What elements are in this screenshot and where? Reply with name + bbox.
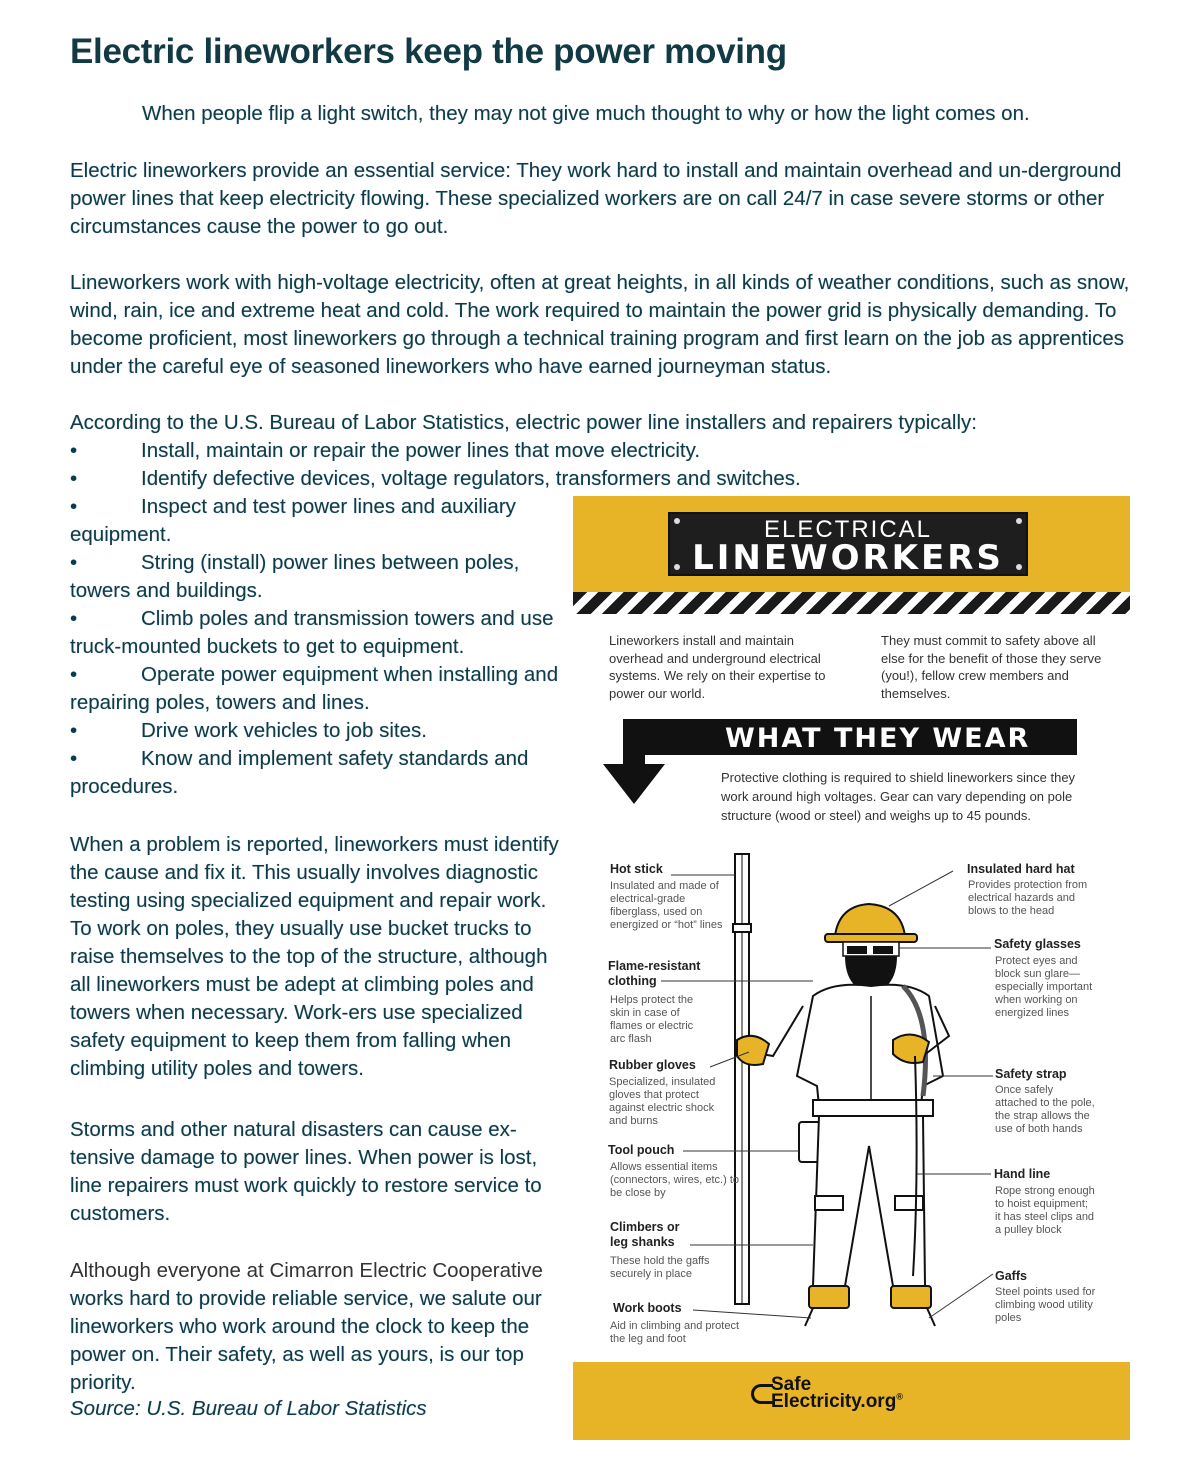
service-paragraph: Electric lineworkers provide an essential service: They work hard to install and maintain overhead and un-derground power lines that keep electricity flowing. These specialized workers are on call 24/7 in case severe storms or other circumstances cause the power to go out. — [70, 159, 1122, 238]
label-hot-stick: Hot stick — [610, 862, 663, 876]
label-safety-glasses: Safety glasses — [994, 937, 1081, 951]
infographic-intro-left: Lineworkers install and maintain overhead and underground electrical systems. We rely on their expertise to power our world. — [609, 633, 826, 701]
list-item: • Know and implement safety standards and procedures. — [70, 747, 529, 798]
sign-line-2: LINEWORKERS — [692, 538, 1004, 578]
hot-stick-icon — [733, 854, 751, 1304]
list-item: • Install, maintain or repair the power lines that move electricity. — [70, 437, 970, 465]
bullet-icon: • — [70, 607, 78, 630]
desc-work-boots: Aid in climbing and protect the leg and foot — [610, 1320, 740, 1345]
list-item: • Operate power equipment when installing and repairing poles, towers and lines. — [70, 663, 559, 714]
desc-flame-resistant: Helps protect the skin in case of flames or electric arc flash — [610, 994, 694, 1045]
logo-line-2: Electricity.org® — [771, 1391, 903, 1412]
desc-rubber-gloves: Specialized, insulated gloves that protect against electric shock and burns — [609, 1076, 716, 1127]
list-item: • Drive work vehicles to job sites. — [70, 717, 560, 745]
closing-lead: Although everyone at Cimarron Electric Cooperative — [70, 1259, 543, 1282]
desc-safety-glasses: Protect eyes and block sun glare—especially important when working on energized lines — [995, 955, 1093, 1019]
desc-hand-line: Rope strong enough to hoist equipment; it has steel clips and a pulley block — [995, 1185, 1095, 1236]
bls-intro-paragraph: According to the U.S. Bureau of Labor Statistics, electric power line installers and repairers typically: — [70, 411, 977, 434]
label-rubber-gloves: Rubber gloves — [609, 1058, 696, 1072]
problem-paragraph: When a problem is reported, lineworkers must identify the cause and fix it. This usually involves diagnostic testing using specialized equipment and repair work. To work on poles, they usually use bucket trucks to raise themselves to the top of the structure, although all lineworkers must be adept at climbing poles and towers when necessary. Work-ers use specialized safety equipment to keep them from falling when climbing utility poles and towers. — [70, 833, 559, 1080]
lineworkers-infographic — [573, 496, 1130, 1440]
desc-hard-hat: Provides protection from electrical hazards and blows to the head — [968, 879, 1088, 917]
label-hard-hat: Insulated hard hat — [967, 862, 1075, 876]
bullet-icon: • — [70, 467, 78, 490]
bullet-icon: • — [70, 495, 78, 518]
source-citation: Source: U.S. Bureau of Labor Statistics — [70, 1397, 427, 1420]
desc-climbers: These hold the gaffs securely in place — [610, 1255, 710, 1280]
list-item: • Climb poles and transmission towers and use truck-mounted buckets to get to equipment. — [70, 607, 554, 658]
label-work-boots: Work boots — [613, 1301, 682, 1315]
label-flame-resistant: Flame-resistant clothing — [608, 959, 701, 988]
bullet-icon: • — [70, 719, 78, 742]
label-tool-pouch: Tool pouch — [608, 1143, 675, 1157]
label-gaffs: Gaffs — [995, 1269, 1027, 1283]
logo-line-1: Safe — [771, 1374, 812, 1395]
bullet-icon: • — [70, 747, 78, 770]
what-they-wear-description: Protective clothing is required to shield lineworkers since they work around high voltages. Gear can vary depending on pole structure (wood or steel) and weighs up to 45 pounds. — [721, 770, 1076, 823]
storms-paragraph: Storms and other natural disasters can cause ex-tensive damage to power lines. When power is lost, line repairers must work quickly to restore service to customers. — [70, 1118, 542, 1225]
bullet-icon: • — [70, 551, 78, 574]
work-boots-icon — [805, 1286, 935, 1326]
label-hand-line: Hand line — [994, 1167, 1051, 1181]
what-they-wear-heading: WHAT THEY WEAR — [623, 719, 1077, 755]
desc-hot-stick: Insulated and made of electrical-grade fiberglass, used on energized or “hot” lines — [610, 880, 723, 931]
label-safety-strap: Safety strap — [995, 1067, 1067, 1081]
infographic-intro-right: They must commit to safety above all else for the benefit of those they serve (you!), fellow crew members and themselves. — [881, 633, 1102, 701]
bullet-icon: • — [70, 663, 78, 686]
closing-paragraph — [70, 1257, 580, 1397]
sign-line-1: ELECTRICAL — [763, 516, 933, 543]
label-climbers: Climbers or leg shanks — [610, 1220, 680, 1249]
desc-safety-strap: Once safely attached to the pole, the strap allows the use of both hands — [995, 1084, 1095, 1135]
plug-icon — [751, 1384, 773, 1404]
conditions-paragraph: Lineworkers work with high-voltage electricity, often at great heights, in all kinds of weather conditions, such as snow, wind, rain, ice and extreme heat and cold. The work required to maintain the power grid is physically demanding. To become proficient, most lineworkers go through a technical training program and first learn on the job as apprentices under the careful eye of seasoned lineworkers who have earned journeyman status. — [70, 271, 1130, 378]
hard-hat-icon — [825, 904, 917, 942]
bullet-icon: • — [70, 439, 78, 462]
closing-text: works hard to provide reliable service, we salute our lineworkers who work around the clock to keep the power on. Their safety, as well as yours, is our top priority. — [70, 1287, 542, 1394]
infographic-footer — [573, 1362, 1130, 1440]
page-title: Electric lineworkers keep the power moving — [70, 32, 787, 71]
desc-gaffs: Steel points used for climbing wood utility poles — [995, 1286, 1096, 1324]
list-item: • Inspect and test power lines and auxiliary equipment. — [70, 495, 516, 546]
list-item: • Identify defective devices, voltage regulators, transformers and switches. — [70, 465, 970, 493]
intro-paragraph: When people flip a light switch, they may not give much thought to why or how the light comes on. — [142, 102, 1030, 125]
list-item: • String (install) power lines between poles, towers and buildings. — [70, 551, 520, 602]
desc-tool-pouch: Allows essential items (connectors, wires, etc.) to be close by — [610, 1161, 739, 1199]
worker-legs — [813, 1116, 925, 1286]
